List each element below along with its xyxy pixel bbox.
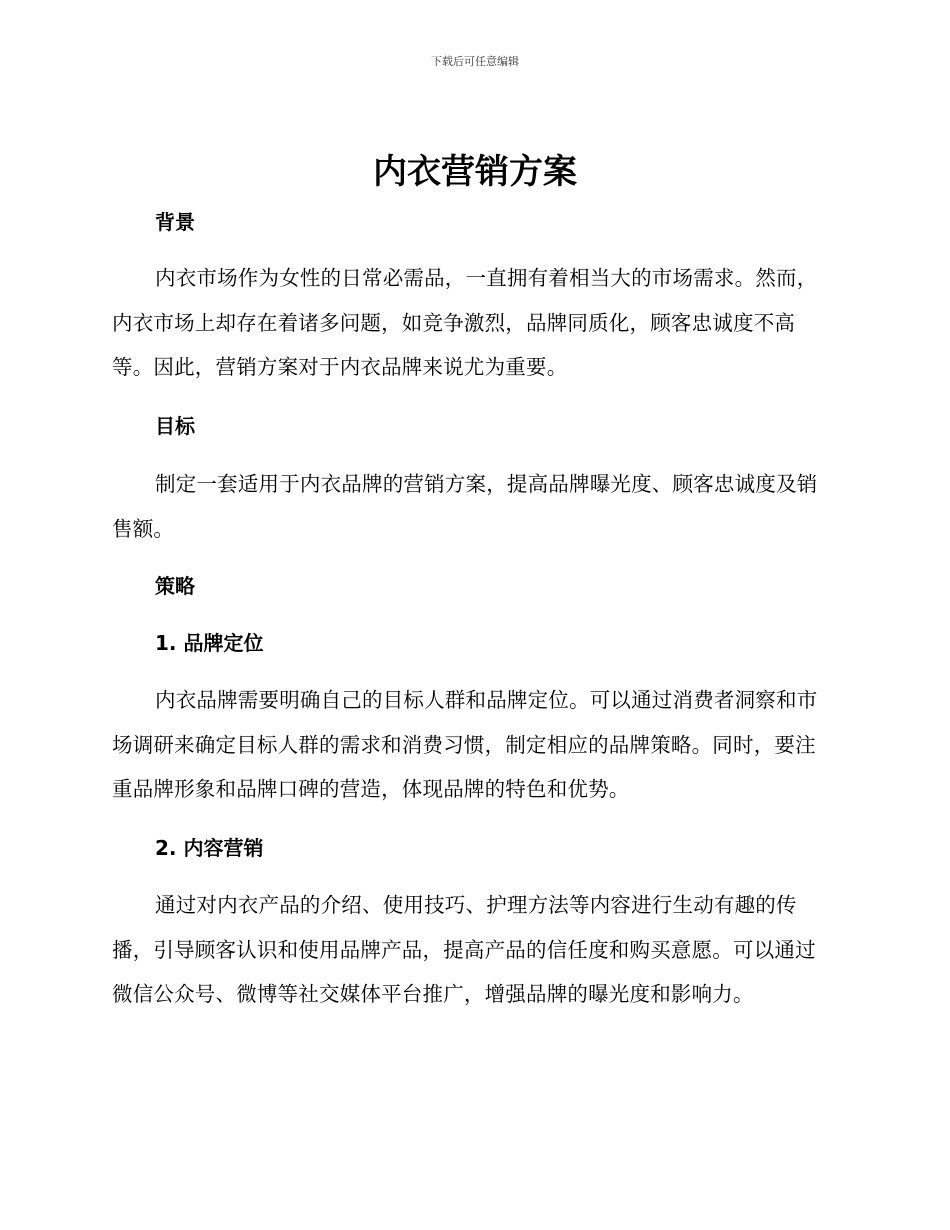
paragraph-background: 内衣市场作为女性的日常必需品，一直拥有着相当大的市场需求。然而，内衣市场上却存在着诸多问题，如竞争激烈，品牌同质化，顾客忠诚度不高等。因此，营销方案对于内衣品牌来说尤为重要。 xyxy=(112,266,818,379)
section-heading-strategy: 策略 xyxy=(155,574,195,598)
section-heading-goal: 目标 xyxy=(155,414,195,438)
paragraph-content-marketing: 通过对内衣产品的介绍、使用技巧、护理方法等内容进行生动有趣的传播，引导顾客认识和使用品牌产品，提高产品的信任度和购买意愿。可以通过微信公众号、微博等社交媒体平台推广，增强品牌的曝光度和影响力。 xyxy=(112,893,816,1006)
header-note: 下载后可任意编辑 xyxy=(431,55,519,68)
document-title: 内衣营销方案 xyxy=(373,152,577,192)
subheading-brand-positioning: 1. 品牌定位 xyxy=(155,631,264,655)
paragraph-brand-positioning: 内衣品牌需要明确自己的目标人群和品牌定位。可以通过消费者洞察和市场调研来确定目标人群的需求和消费习惯，制定相应的品牌策略。同时，要注重品牌形象和品牌口碑的营造，体现品牌的特色和优势。 xyxy=(112,688,818,801)
section-heading-background: 背景 xyxy=(155,210,195,234)
paragraph-goal: 制定一套适用于内衣品牌的营销方案，提高品牌曝光度、顾客忠诚度及销售额。 xyxy=(112,472,818,541)
subheading-content-marketing: 2. 内容营销 xyxy=(155,836,264,860)
